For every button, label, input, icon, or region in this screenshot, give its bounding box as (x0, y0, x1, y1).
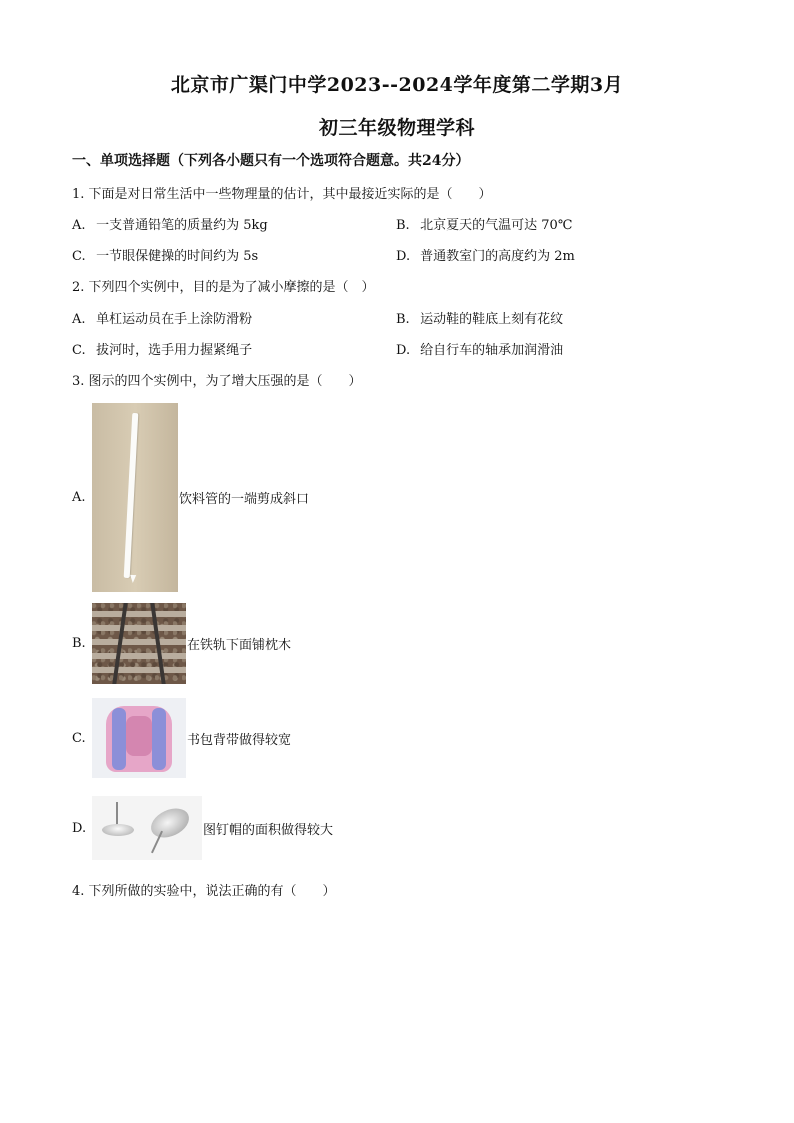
pin-head (146, 803, 193, 843)
option-label: D. (396, 343, 411, 358)
pin-needle (116, 802, 118, 826)
option-text: 一支普通铅笔的质量约为 5kg (96, 218, 268, 233)
pin-head (102, 824, 134, 836)
question-1-option-a (72, 214, 268, 233)
sleeper (92, 667, 186, 673)
option-text: 单杠运动员在手上涂防滑粉 (96, 312, 253, 327)
question-3-option-d (72, 796, 333, 860)
question-2-option-a (72, 308, 252, 327)
option-label: A. (72, 218, 86, 233)
sleeper (92, 639, 186, 645)
railway-photo (92, 603, 186, 684)
option-label: C. (72, 249, 86, 264)
option-label: A. (72, 490, 86, 505)
option-text: 图钉帽的面积做得较大 (203, 822, 334, 838)
question-2-option-b (396, 308, 563, 327)
question-1-option-b (396, 214, 572, 233)
section-heading: 一、单项选择题（下列各小题只有一个选项符合题意。共24分） (72, 153, 470, 169)
straw-photo (92, 403, 178, 592)
option-text: 运动鞋的鞋底上刻有花纹 (420, 312, 564, 327)
option-text: 给自行车的轴承加润滑油 (420, 343, 564, 358)
question-3-option-c (72, 698, 291, 778)
question-2-stem: 2. 下列四个实例中，目的是为了减小摩擦的是（ ） (72, 280, 375, 295)
option-label: A. (72, 312, 86, 327)
option-text: 饮料管的一端剪成斜口 (179, 492, 310, 507)
sleeper (92, 611, 186, 617)
straw-tip (130, 575, 136, 583)
option-text: 北京夏天的气温可达 70℃ (420, 218, 573, 233)
sleeper (92, 653, 186, 659)
page-subtitle: 初三年级物理学科 (318, 117, 475, 139)
option-text: 书包背带做得较宽 (187, 732, 292, 748)
question-1-option-c (72, 245, 258, 264)
option-text: 一节眼保健操的时间约为 5s (96, 249, 259, 264)
option-label: D. (72, 820, 87, 836)
question-1-stem: 1. 下面是对日常生活中一些物理量的估计，其中最接近实际的是（ ） (72, 187, 492, 202)
option-text: 拔河时，选手用力握紧绳子 (96, 343, 253, 358)
option-label: B. (396, 218, 410, 233)
straw-shape (124, 413, 139, 578)
option-text: 普通教室门的高度约为 2m (420, 249, 575, 264)
backpack-pad (126, 716, 152, 756)
question-4-stem: 4. 下列所做的实验中，说法正确的有（ ） (72, 884, 336, 899)
backpack-strap (112, 708, 126, 770)
question-2-option-c (72, 339, 252, 358)
question-2-option-d (396, 339, 563, 358)
thumbtack-photo (92, 796, 202, 860)
option-label: C. (72, 343, 86, 358)
backpack-photo (92, 698, 186, 778)
sleeper (92, 625, 186, 631)
option-label: B. (72, 636, 86, 651)
option-label: D. (396, 249, 411, 264)
option-text: 在铁轨下面铺枕木 (187, 638, 292, 653)
question-3-option-b (72, 603, 291, 684)
question-1-option-d (396, 245, 575, 264)
page-title: 北京市广渠门中学2023--2024学年度第二学期3月 (170, 74, 624, 96)
option-label: C. (72, 730, 86, 746)
question-3-stem: 3. 图示的四个实例中，为了增大压强的是（ ） (72, 374, 362, 389)
option-label: B. (396, 312, 410, 327)
question-3-option-a (72, 403, 309, 592)
backpack-strap (152, 708, 166, 770)
